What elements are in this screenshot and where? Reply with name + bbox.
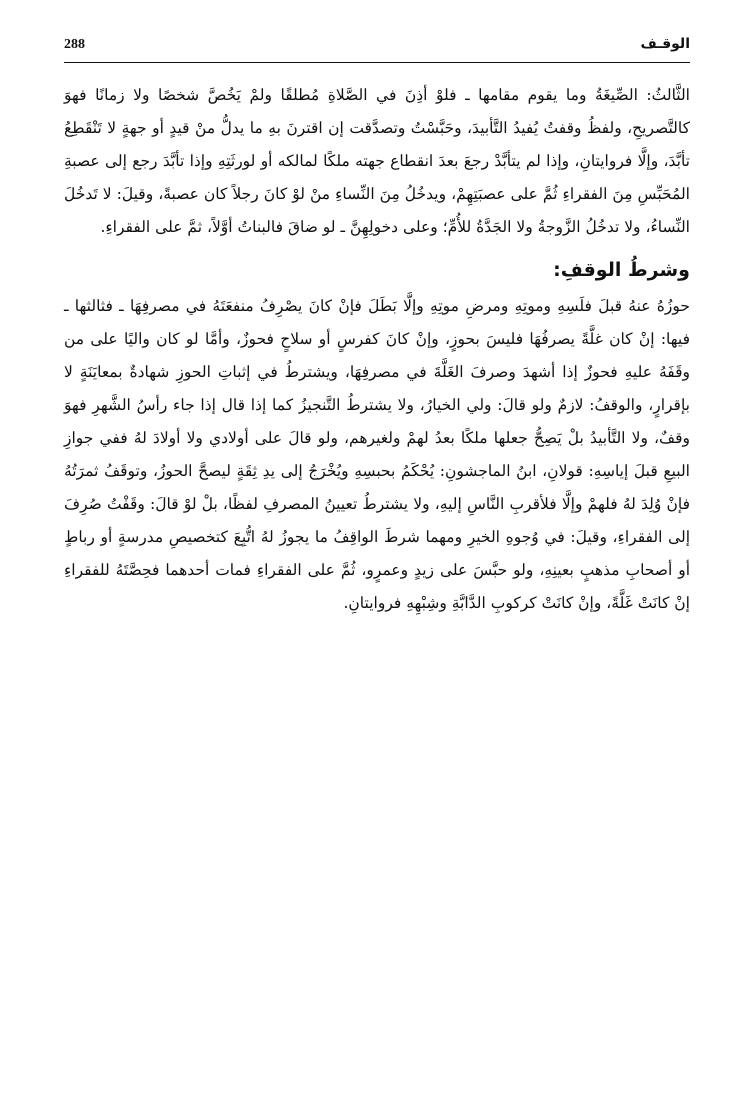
- page-number: 288: [64, 37, 85, 52]
- book-page: [64, 36, 690, 620]
- running-header: [64, 36, 690, 63]
- paragraph-formula: الثَّالثُ: الصِّيغَةُ وما يقوم مقامها ـ فلوْ أذِنَ في الصَّلاةِ مُطلقًا ولمْ يَخُصَّ شخصًا ولا زمانًا فهوَ كالتَّصريحِ، ولفظُ وقفتُ يُفيدُ التَّأبيدَ، وحَبَّسْتُ وتصدَّقت إن اقترنَ بهِ ما يدلُّ منْ قيدٍ أو جهةٍ لا تَنْقَطِعُ تأبَّدَ، وإلَّا فروايتانِ، وإذا لم يتأبَّدْ رجعَ بعدَ انقطاع جهته ملكًا لمالكه أو لورثَتِهِ وإذا تأبَّدَ رجع إلى عصبةِ المُحَبِّسِ مِنَ الفقراءِ ثُمَّ على عصبَتِهِمْ، ويدخُلُ مِنَ النِّساءِ منْ لوْ كانَ رجلاً كان عصبةً، وقيلَ: لا تَدخُلَ النِّساءُ، ولا تدخُلُ الزَّوجةُ ولا الجَدَّةُ للأُمِّ؛ وعلى دخولِهِنَّ ـ لو ضاقَ فالبناتُ أوَّلاً، ثمَّ على الفقراءِ.: [64, 86, 690, 236]
- section-heading: وشرطُ الوقفِ:: [553, 259, 690, 281]
- running-title: الوقـف: [640, 36, 690, 52]
- paragraph-conditions: حوزُهُ عنهُ قبلَ فلَسِهِ وموتِهِ ومرضِ موتِهِ وإلَّا بَطَلَ فإنْ كانَ يصْرِفُ منفعَتَهُ في مصرفِهَا ـ فثالثها ـ فيها: إنْ كان غلَّةً يصرفُهَا فليسَ بحوزٍ، وإنْ كانَ كفرسٍ أو سلاحٍ فحوزٌ، وأمَّا لو كان واليًا على من وقَفَهُ عليهِ فحوزٌ إذا أشهدَ وصرفَ الغَلَّةَ في مصرفِهَا، ويشترطُ في إثباتِ الحوزِ شهادةٌ بمعايَنَةٍ لا بإقرارٍ، والوقفُ: لازمٌ ولو قالَ: ولي الخيارُ، ولا يشترطُ التَّنجيزُ كما إذا قال إذا جاء رأسُ الشَّهرِ فهوَ وقفٌ، ولا التَّأبيدُ بلْ يَصِحُّ جعلها ملكًا بعدُ لهمْ ولغيرهم، ولو قالَ على أولادي ولا أولادَ لهُ ففي جوازِ البيعِ قبلَ إياسِهِ: قولانِ، ابنُ الماجشونِ: يُحْكَمُ بحبسِهِ ويُخْرَجُ إلى يدِ ثِقَةٍ ليصحَّ الحوزُ، وتوقَفُ ثمرَتُهُ فإنْ وُلِدَ لهُ فلهمْ وإلَّا فلأقربِ النَّاسِ إليهِ، ولا يشترطُ تعيينُ المصرفِ لفظًا، بلْ لوْ قالَ: وقَفْتُ صُرِفَ إلى الفقراءِ، وقيلَ: في وُجوهِ الخيرِ ومهما شرطَ الواقِفُ ما يجوزُ لهُ اتُّبِعَ كتخصيصِ مدرسةٍ أو رباطٍ أو أصحابِ مذهبٍ بعينِهِ، ولو حبَّسَ على زيدٍ وعمرٍو، ثُمَّ على الفقراءِ فمات أحدهما فحِصَّتَهُ للفقراءِ إنْ كانَتْ غَلَّةً، وإنْ كانَتْ كركوبِ الدَّابَّةِ وشِبْهِهِ فروايتانِ.: [64, 297, 690, 612]
